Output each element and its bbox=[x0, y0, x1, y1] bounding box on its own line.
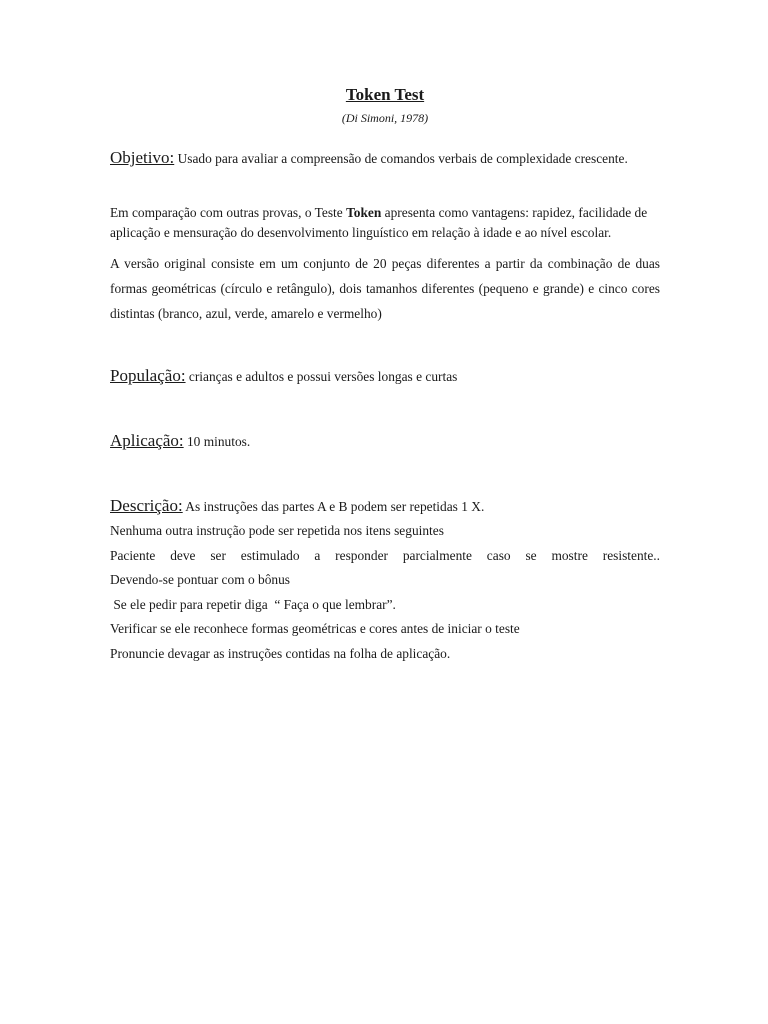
descricao-line: Pronuncie devagar as instruções contidas na folha de aplicação. bbox=[110, 645, 451, 661]
objetivo-paragraph bbox=[110, 148, 660, 169]
comparacao-text-after: apresenta como vantagens: rapidez, facilidade de aplicação e mensuração do desenvolvimento linguístico em relação à idade e ao nível escolar. bbox=[110, 205, 648, 240]
populacao-text: crianças e adultos e possui versões longas e curtas bbox=[185, 369, 458, 384]
descricao-paragraph bbox=[110, 496, 660, 517]
populacao-paragraph bbox=[110, 366, 660, 387]
comparacao-text-bold: Token bbox=[346, 205, 382, 220]
document-citation: (Di Simoni, 1978) bbox=[341, 111, 429, 125]
descricao-line: Paciente deve ser estimulado a responder parcialmente caso se mostre resistente.. bbox=[110, 547, 660, 563]
versao-paragraph: A versão original consiste em um conjunto de 20 peças diferentes a partir da combinação de duas formas geométricas (círculo e retângulo), dois tamanhos diferentes (pequeno e grande) e cinco cores distintas (branco, azul, verde, amarelo e vermelho) bbox=[110, 256, 660, 321]
aplicacao-paragraph bbox=[110, 431, 660, 452]
descricao-line: Nenhuma outra instrução pode ser repetida nos itens seguintes bbox=[110, 523, 444, 538]
descricao-line: Devendo-se pontuar com o bônus bbox=[110, 572, 290, 587]
aplicacao-text: 10 minutos. bbox=[183, 434, 251, 449]
objetivo-heading: Objetivo: bbox=[110, 148, 175, 167]
descricao-text: As instruções das partes A e B podem ser repetidas 1 X. bbox=[182, 499, 485, 514]
descricao-lines bbox=[110, 519, 660, 666]
document-page bbox=[110, 84, 660, 666]
descricao-line: Se ele pedir para repetir diga “ Faça o que lembrar”. bbox=[110, 596, 396, 612]
comparacao-paragraph bbox=[110, 203, 660, 243]
descricao-line: Verificar se ele reconhece formas geométricas e cores antes de iniciar o teste bbox=[110, 621, 520, 636]
objetivo-text: Usado para avaliar a compreensão de comandos verbais de complexidade crescente. bbox=[174, 151, 628, 166]
descricao-heading: Descrição: bbox=[110, 496, 183, 515]
document-title: Token Test bbox=[345, 85, 425, 104]
aplicacao-heading: Aplicação: bbox=[110, 431, 184, 450]
comparacao-text-before: Em comparação com outras provas, o Teste bbox=[110, 205, 347, 220]
populacao-heading: População: bbox=[110, 366, 186, 385]
